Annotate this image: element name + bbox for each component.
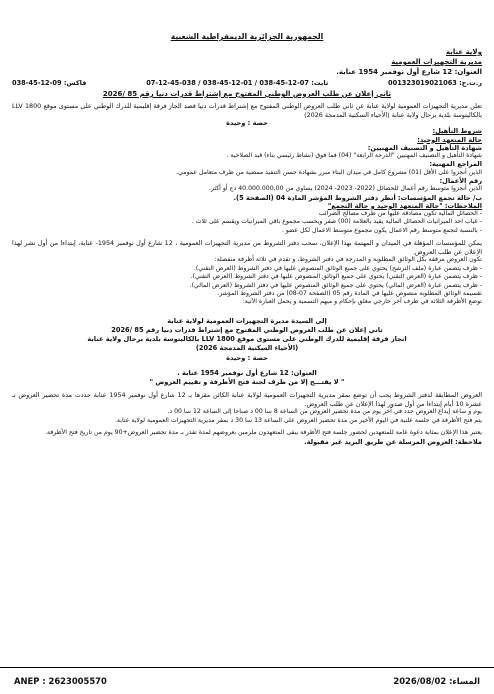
fax-number: فاكس: 09-12-45-038	[12, 79, 87, 87]
closing-paragraph: يعتبر هذا الإعلان بمثابة دعوة عامة للمتعهدين لحضور جلسة فتح الأظرفة يبقى المتعهدون ملزمين بعروضهم لمدة تقدر بـ مدة تحضير العروض+90 يوم من تاريخ فتح الأظرفة.	[45, 429, 482, 437]
eligibility-item: حالة المتعهد الوحيد:	[417, 135, 482, 144]
eligibility-item: ب/ حالة تجمع المؤسسات: أنظر دفتر الشروط المؤشر المادة 04 (الصفحة 5).	[233, 193, 482, 202]
anep-reference: ANEP : 2623005570	[14, 676, 107, 686]
eligibility-item: شهادة التأهيل و التصنيف المهنيين "الدرجة الرابعة" (04) فما فوق (نشاط رئيسي بناء) قيد الصلاحية .	[226, 152, 482, 159]
notice-title: ثاني إعلان عن طلب العروض الوطني المفتوح مع إشتراط قدرات دنيا رقم 85 /2026	[102, 90, 392, 98]
tax-id: ر.ت.ج: 001323019021063	[388, 79, 482, 87]
footer-bar	[0, 667, 494, 694]
lot-label: حصة : وحيدة	[226, 119, 268, 128]
issuer-block	[232, 47, 482, 77]
closing-paragraph: العروض المطابقة لدفتر الشروط يجب أن توضع بمقر مديرية التجهيزات العمومية لولاية عنابة الكائن مقرها بـ 12 شارع أول نوفمبر 1954 عنابة حددت مدة تحضير العروض بـ عشرة 10 أيام إبتداءا من أول صدور لهذا الإعلان عن طلب العروض.	[12, 391, 482, 408]
closing-paragraph: يتم فتح الأظرفة في جلسة علنية في اليوم الأخير من مدة تحضير العروض على الساعة 13 سا 30 د بمقر مديرية التجهيزات العمومية لولاية عنابة.	[114, 416, 482, 424]
publication-date: المساء: 2026/08/02	[393, 676, 480, 686]
intro-paragraph: تعلن مديرية التجهيزات العمومية لولاية عنابة عن ثاني طلب العروض الوطني المفتوح مع إشتراط قدرات دنيا قصد الجاز فرقة إقليمية للدرك الوطني على مستوى موقع LLV 1800 بالكاليتوسة بلدية برحال ولاية عنابة (الأحياء السكنية المدمجة 2026)	[12, 102, 482, 119]
envelope-line: حصة : وحيدة	[226, 353, 268, 362]
eligibility-title: شروط التأهيل:	[432, 127, 482, 136]
envelope-line: انجاز فرقة إقليمية للدرك الوطني على مستوى موقع LLV 1800 بالكاليتوسة بلدية برحال ولاية عنابة	[87, 335, 407, 344]
eligibility-item: الذين أنجزوا على الأقل (01) مشروع كامل في ميدان البناء مبرر بشهادة حسن التنفيذ ممضية من طرف متعامل عمومي.	[176, 168, 482, 176]
envelopes-list	[12, 265, 482, 307]
envelope-item: - ظرف يتضمن عبارة (العرض التقني) يحتوي على جميع الوثائق المنصوص عليها في دفتر الشروط (العرض التقني).	[190, 273, 482, 281]
eligibility-list	[12, 136, 482, 236]
closing-note: ملاحظة: العروض المرسلة عن طريق البريد غير مقبولة.	[304, 437, 482, 446]
envelope-item: توضع الأظرفة الثلاثة في ظرف آخر خارجي مغلق بإحكام و مبهم التسمية و يحمل العبارة الآتية:	[242, 298, 482, 306]
eligibility-item: المراجع المهنية:	[429, 160, 482, 169]
eligibility-item: الذين أنجزوا متوسط رقم أعمال للحصائل (2022- 2023- 2024) يساوي من 40.000.000,00 دج أو أكثر.	[208, 185, 482, 193]
wilaya-name: ولاية عنابة	[445, 48, 482, 56]
envelope-item: - ظرف يتضمن عبارة (العرض المالي) يحتوي على جميع الوثائق المنصوص عليها في دفتر الشروط (العرض المالي).	[189, 281, 482, 289]
closing-paragraph: يوم و ساعة إيداع العروض حدد في آخر يوم من مدة تحضير العروض من الساعة 8 سا 00 د صباحا إلى الساعة 12 سا 00 د.	[167, 408, 482, 416]
address-block	[12, 369, 482, 387]
envelope-line: إلى السيدة مديرة التجهيزات العمومية لولاية عنابة	[167, 316, 327, 325]
eligibility-item: - غياب احد الميزانيات الحصائل المالية يقيد بالعلامة (00) صفر ويحسب مجموع باقي الميزانيات ويقسم على ثلاث .	[191, 218, 482, 226]
phone-numbers: ثابت: 07-12-45-038 / 01-12-45-038 / 038-45-12-07	[146, 79, 329, 87]
issuer-address: العنوان: 12 شارع أول نوفمبر 1954 عنابة.	[336, 68, 482, 76]
eligibility-item: - الحصائل المالية تكون مصادقة عليها من طرف مصالح الضرائب	[318, 210, 482, 218]
envelope-item: تقسيمة الوثائق المطلوبة منصوص عليها في المادة رقم 05 (الصفحة 07-08) من دفتر الشروط المؤشر.	[217, 290, 482, 298]
address-line: " لا يفتـــح إلا من طرف لجنة فتح الأظرفة و تقييم العروض "	[149, 378, 345, 387]
eligibility-item: الملاحظات: "حالة المتعهد الوحيد و حالة التجمع"	[327, 201, 482, 210]
envelope-item: - ظرف يتضمن عبارة (ملف الترشح) يحتوي على جميع الوثائق المنصوص عليها في دفتر الشروط (العرض التقني).	[193, 264, 482, 272]
address-line: العنوان: 12 شارع أول نوفمبر 1954 عنابة .	[177, 368, 317, 377]
eligibility-item: رقم الأعمال:	[439, 177, 482, 186]
offers-intro: تكون العروض مرفقة بكل الوثائق المطلوبة و المدرجة في دفتر الشروط، و تقدم في ثلاثة أظرفة منفصلة:	[214, 256, 482, 264]
directorate-name: مديرية التجهيزات العمومية	[391, 58, 482, 66]
envelope-line: (الأحياء السكنية المدمجة 2026)	[195, 344, 299, 353]
eligibility-item: شهادة التأهيل و التصنيف المهنيين:	[367, 143, 482, 152]
outer-envelope-block	[12, 317, 482, 363]
closing-section	[12, 391, 482, 446]
eligibility-item: - بالنسبة لتجمع متوسط رقم الاعمال يكون مجموع متوسط الاعمال لكل عضو .	[281, 226, 482, 234]
envelope-line: ثاني إعلان عن طلب العروض الوطني المفتوح مع إشتراط قدرات دنيا رقم 85 /2026	[111, 326, 383, 335]
withdrawal-paragraph: يمكن للمؤسسات المؤهلة في الميدان و المهتمة بهذا الإعلان، سحب دفتر الشروط من مديرية التجهيزات العمومية ، 12 شارع أول نوفمبر 1954- عنابة، إبتداءا من أول نشر لهذا الإعلان عن طلب العروض.	[12, 239, 482, 256]
contact-row	[12, 79, 482, 87]
republic-header: الجمهورية الجزائرية الديمقراطية الشعبية	[170, 32, 324, 41]
